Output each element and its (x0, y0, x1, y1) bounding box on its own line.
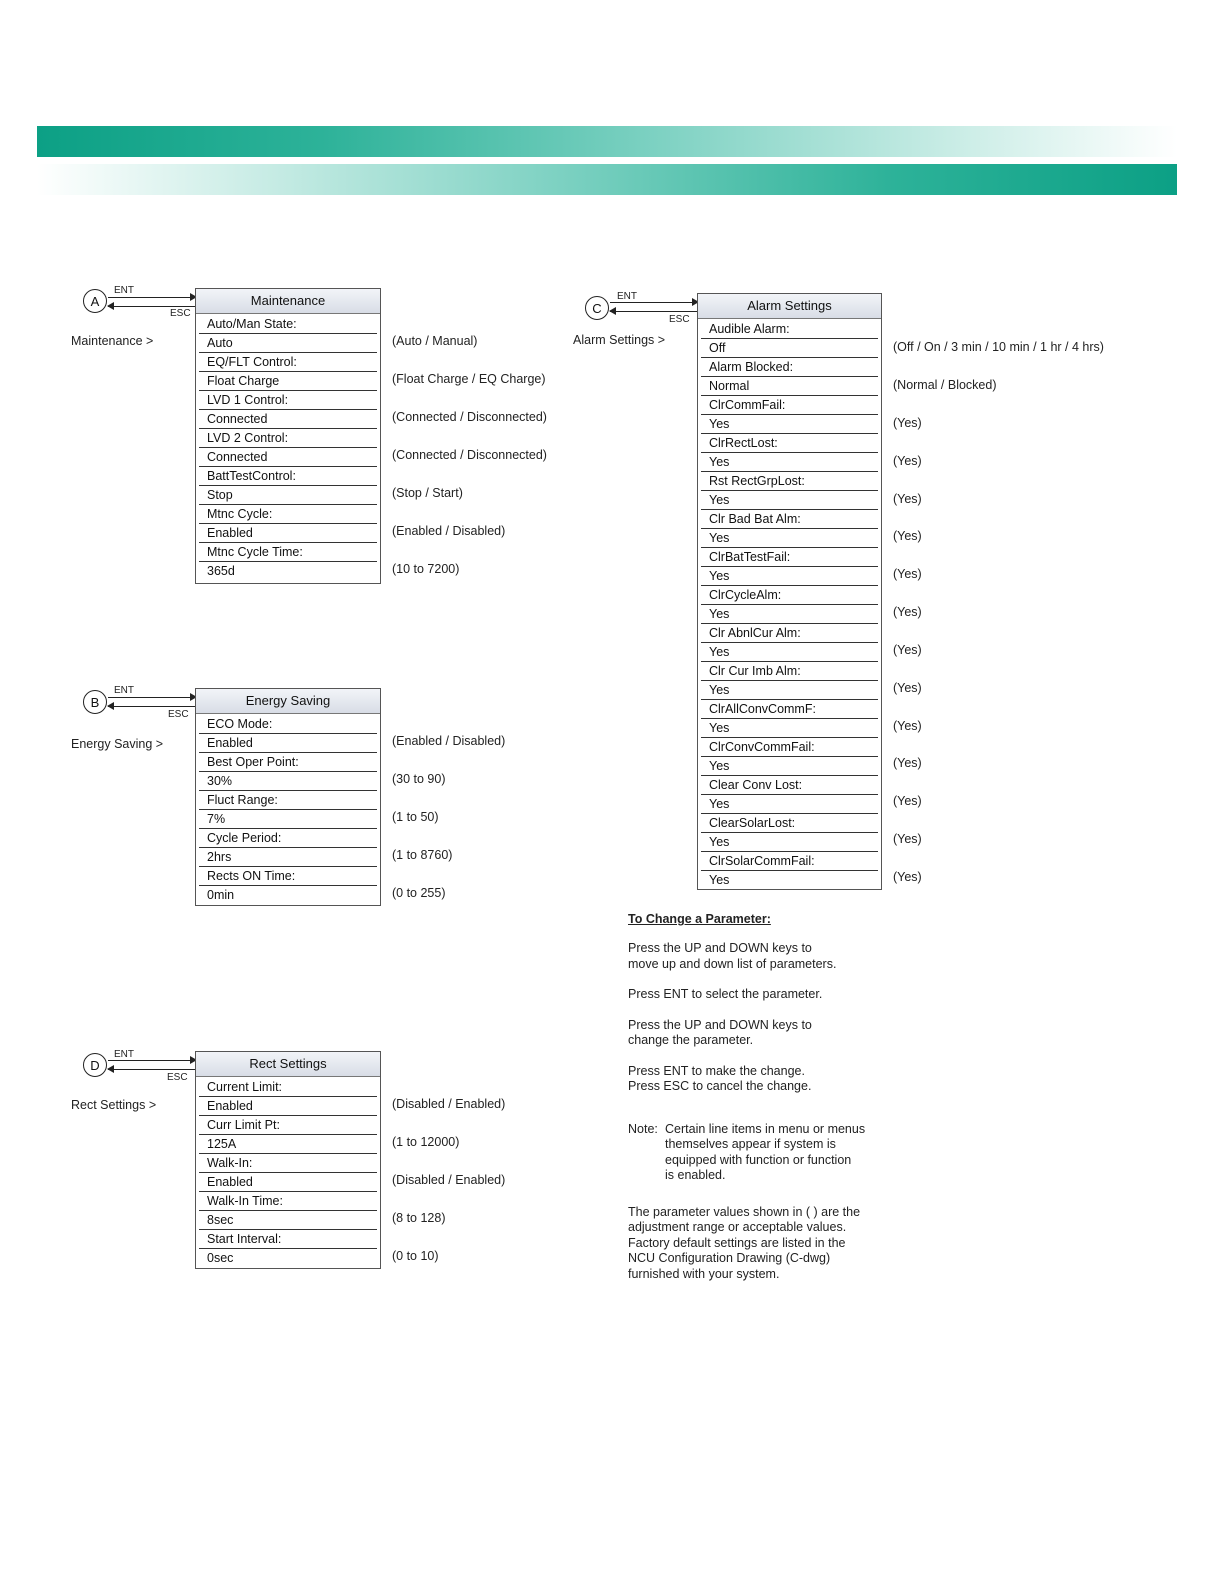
menu-row[interactable]: 0min (207, 888, 235, 902)
breadcrumb-rect-settings[interactable]: Rect Settings > (71, 1098, 157, 1112)
range-value: (Enabled / Disabled) (392, 734, 506, 748)
esc-arrow-c (610, 311, 698, 312)
menu-row[interactable]: ClrRectLost: (701, 434, 878, 453)
menu-row[interactable]: Clr Cur Imb Alm: (701, 662, 878, 681)
range-value: (Connected / Disconnected) (392, 448, 547, 462)
range-value: (Yes) (893, 794, 922, 808)
menu-row[interactable]: Auto (199, 334, 377, 353)
menu-row[interactable]: Enabled (199, 524, 377, 543)
menu-row[interactable]: ClrSolarCommFail: (701, 852, 878, 871)
marker-a: A (83, 289, 107, 313)
marker-d: D (83, 1053, 107, 1077)
range-value: (Yes) (893, 756, 922, 770)
range-value: (Yes) (893, 416, 922, 430)
instruction-step (628, 1064, 898, 1095)
esc-arrow-a (108, 306, 196, 307)
menu-row[interactable]: BattTestControl: (199, 467, 377, 486)
range-value: (Yes) (893, 681, 922, 695)
esc-label-d: ESC (167, 1072, 188, 1083)
footnote-line: adjustment range or acceptable values. (628, 1220, 847, 1234)
ent-arrow-c (610, 302, 698, 303)
menu-row[interactable]: Normal (701, 377, 878, 396)
range-value: (Auto / Manual) (392, 334, 478, 348)
ent-label-a: ENT (114, 285, 134, 296)
menu-row[interactable]: Audible Alarm: (701, 320, 878, 339)
range-value: (Yes) (893, 719, 922, 733)
instruction-line: move up and down list of parameters. (628, 956, 837, 971)
menu-row[interactable]: Enabled (199, 1173, 377, 1192)
menu-row[interactable]: Yes (701, 757, 878, 776)
menu-title: Rect Settings (196, 1052, 380, 1077)
note-line: is enabled. (665, 1168, 726, 1182)
menu-row[interactable]: Yes (701, 567, 878, 586)
menu-row[interactable]: Yes (701, 719, 878, 738)
menu-row[interactable]: Auto/Man State: (199, 315, 377, 334)
menu-title: Maintenance (196, 289, 380, 314)
range-value: (Disabled / Enabled) (392, 1097, 506, 1111)
range-value: (Connected / Disconnected) (392, 410, 547, 424)
esc-arrow-b (108, 706, 196, 707)
menu-row[interactable]: 0sec (207, 1251, 234, 1265)
range-value: (Yes) (893, 567, 922, 581)
range-value: (Yes) (893, 492, 922, 506)
range-value: (Yes) (893, 643, 922, 657)
range-value: (Normal / Blocked) (893, 378, 997, 392)
menu-row[interactable]: Best Oper Point: (199, 753, 377, 772)
menu-row[interactable]: 8sec (199, 1211, 377, 1230)
menu-row[interactable]: Walk-In: (199, 1154, 377, 1173)
footnote-line: Factory default settings are listed in the (628, 1235, 846, 1250)
footnote (628, 1205, 898, 1283)
menu-row[interactable]: Yes (701, 453, 878, 472)
instruction-step (628, 987, 898, 1003)
instruction-line: Press ENT to make the change. (628, 1063, 805, 1078)
menu-row[interactable]: Yes (709, 873, 730, 887)
menu-row[interactable]: Float Charge (199, 372, 377, 391)
menu-row[interactable]: Mtnc Cycle: (199, 505, 377, 524)
note-line: Certain line items in menu or menus (665, 1121, 866, 1136)
esc-label-a: ESC (170, 308, 191, 319)
range-value: (8 to 128) (392, 1211, 446, 1225)
instruction-line: Press the UP and DOWN keys to (628, 941, 812, 955)
menu-title: Energy Saving (196, 689, 380, 714)
menu-row[interactable]: 7% (199, 810, 377, 829)
menu-row[interactable]: Yes (701, 643, 878, 662)
menu-row[interactable]: Yes (701, 491, 878, 510)
header-band-bottom (37, 164, 1177, 195)
menu-row[interactable]: EQ/FLT Control: (199, 353, 377, 372)
range-value: (Stop / Start) (392, 486, 463, 500)
menu-row[interactable]: Enabled (199, 1097, 377, 1116)
menu-row[interactable]: Cycle Period: (199, 829, 377, 848)
menu-row[interactable]: ClearSolarLost: (701, 814, 878, 833)
note-label: Note: (628, 1121, 658, 1136)
breadcrumb-energy-saving[interactable]: Energy Saving > (71, 737, 164, 751)
menu-row[interactable]: Clr Bad Bat Alm: (701, 510, 878, 529)
menu-title: Alarm Settings (698, 294, 881, 319)
ent-arrow-b (108, 697, 196, 698)
menu-row[interactable]: LVD 2 Control: (199, 429, 377, 448)
ent-label-c: ENT (617, 291, 637, 302)
note-line: equipped with function or function (665, 1152, 852, 1167)
ent-arrow-d (108, 1060, 196, 1061)
instructions-heading: To Change a Parameter: (628, 912, 771, 926)
menu-row[interactable]: ClrBatTestFail: (701, 548, 878, 567)
breadcrumb-alarm-settings[interactable]: Alarm Settings > (573, 333, 666, 347)
menu-row[interactable]: Yes (701, 529, 878, 548)
marker-c: C (585, 296, 609, 320)
menu-maintenance (195, 288, 381, 584)
range-value: (Yes) (893, 529, 922, 543)
instruction-step (628, 1018, 898, 1049)
range-value: (1 to 12000) (392, 1135, 460, 1149)
menu-row[interactable]: Clr AbnlCur Alm: (701, 624, 878, 643)
menu-row[interactable]: 2hrs (199, 848, 377, 867)
menu-row[interactable]: Yes (701, 795, 878, 814)
range-value: (0 to 10) (392, 1249, 439, 1263)
menu-alarm-settings (697, 293, 882, 890)
range-value: (Yes) (893, 832, 922, 846)
menu-row[interactable]: Yes (701, 681, 878, 700)
marker-b: B (83, 690, 107, 714)
menu-row[interactable]: Start Interval: (199, 1230, 377, 1249)
menu-row[interactable]: Alarm Blocked: (701, 358, 878, 377)
instruction-line: Press the UP and DOWN keys to (628, 1017, 812, 1032)
esc-label-b: ESC (168, 709, 189, 720)
menu-row[interactable]: Yes (701, 833, 878, 852)
footnote-line: NCU Configuration Drawing (C-dwg) (628, 1251, 831, 1265)
instructions-panel (628, 912, 898, 1297)
range-value: (Yes) (893, 605, 922, 619)
range-value: (Float Charge / EQ Charge) (392, 372, 546, 386)
menu-row[interactable]: Off (701, 339, 878, 358)
note-line: themselves appear if system is (665, 1137, 836, 1151)
instruction-step (628, 941, 898, 972)
menu-row[interactable]: ECO Mode: (199, 715, 377, 734)
menu-row[interactable]: Fluct Range: (199, 791, 377, 810)
menu-row[interactable]: Current Limit: (199, 1078, 377, 1097)
range-value: (30 to 90) (392, 772, 446, 786)
instruction-line: Press ESC to cancel the change. (628, 1079, 812, 1093)
range-value: (10 to 7200) (392, 562, 460, 576)
breadcrumb-maintenance[interactable]: Maintenance > (71, 334, 154, 348)
range-value: (Yes) (893, 870, 922, 884)
menu-row[interactable]: Rst RectGrpLost: (701, 472, 878, 491)
menu-row[interactable]: 365d (207, 564, 235, 578)
menu-row[interactable]: ClrCycleAlm: (701, 586, 878, 605)
menu-row[interactable]: Walk-In Time: (199, 1192, 377, 1211)
range-value: (Disabled / Enabled) (392, 1173, 506, 1187)
esc-label-c: ESC (669, 314, 690, 325)
menu-row[interactable]: ClrConvCommFail: (701, 738, 878, 757)
menu-row[interactable]: 30% (199, 772, 377, 791)
menu-row[interactable]: ClrCommFail: (701, 396, 878, 415)
range-value: (Enabled / Disabled) (392, 524, 506, 538)
note-text (665, 1122, 865, 1184)
header-band-top (37, 126, 1177, 157)
menu-row[interactable]: 125A (199, 1135, 377, 1154)
menu-rect-settings (195, 1051, 381, 1269)
ent-label-b: ENT (114, 685, 134, 696)
menu-row[interactable]: Connected (199, 410, 377, 429)
ent-arrow-a (108, 297, 196, 298)
menu-row[interactable]: ClrAllConvCommF: (701, 700, 878, 719)
range-value: (Yes) (893, 454, 922, 468)
menu-row[interactable]: Mtnc Cycle Time: (199, 543, 377, 562)
menu-row[interactable]: Stop (199, 486, 377, 505)
footnote-line: furnished with your system. (628, 1266, 780, 1281)
instruction-line: change the parameter. (628, 1033, 754, 1047)
menu-row[interactable]: Yes (701, 415, 878, 434)
range-value: (1 to 8760) (392, 848, 453, 862)
note-block (628, 1122, 898, 1184)
esc-arrow-d (108, 1069, 196, 1070)
instruction-line: Press ENT to select the parameter. (628, 987, 823, 1001)
menu-row[interactable]: Connected (199, 448, 377, 467)
menu-row[interactable]: Enabled (199, 734, 377, 753)
ent-label-d: ENT (114, 1049, 134, 1060)
range-value: (0 to 255) (392, 886, 446, 900)
menu-row[interactable]: Clear Conv Lost: (701, 776, 878, 795)
menu-row[interactable]: Rects ON Time: (199, 867, 377, 886)
range-value: (Off / On / 3 min / 10 min / 1 hr / 4 hrs) (893, 340, 1104, 354)
menu-energy-saving (195, 688, 381, 906)
menu-row[interactable]: Curr Limit Pt: (199, 1116, 377, 1135)
footnote-line: The parameter values shown in ( ) are the (628, 1204, 861, 1219)
range-value: (1 to 50) (392, 810, 439, 824)
menu-row[interactable]: Yes (701, 605, 878, 624)
menu-row[interactable]: LVD 1 Control: (199, 391, 377, 410)
